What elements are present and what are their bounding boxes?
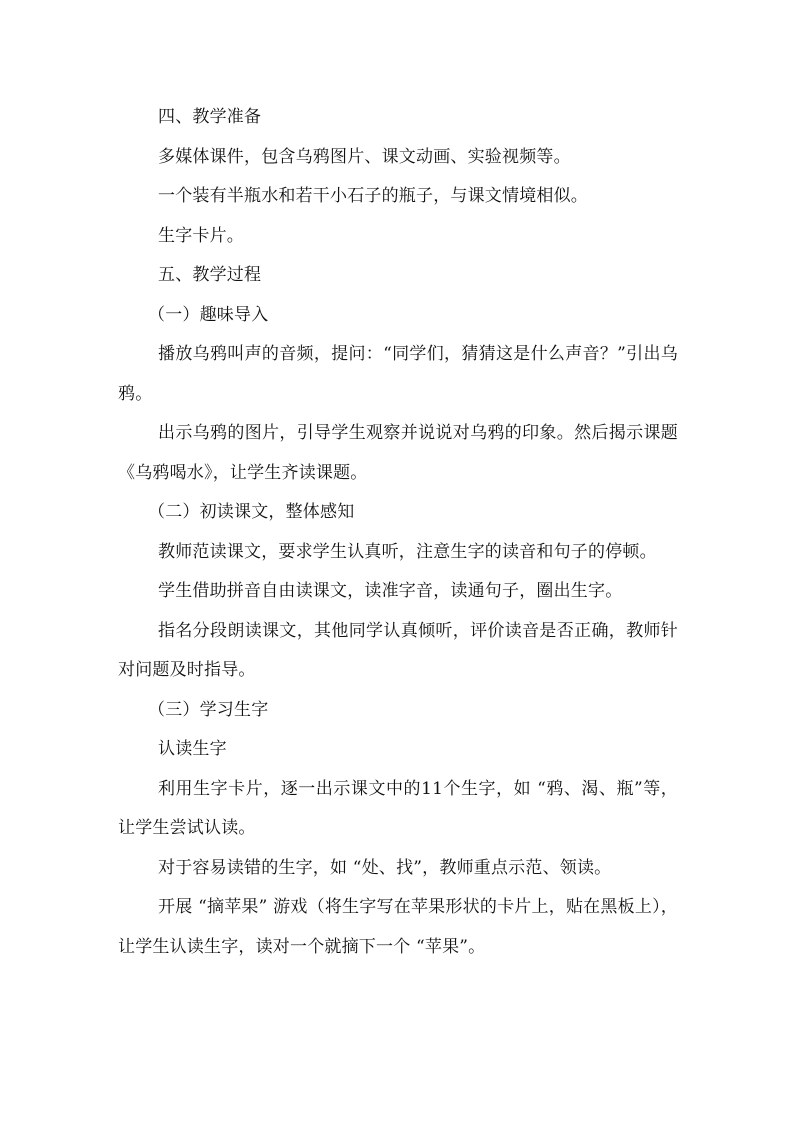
step-heading-intro: （一）趣味导入 (148, 304, 269, 325)
paragraph-model-reading: 教师范读课文，要求学生认真听，注意生字的读音和句子的停顿。 (158, 541, 657, 562)
document-body (118, 98, 678, 967)
section-heading-teaching-preparation: 四、教学准备 (158, 107, 262, 127)
paragraph-section-reading: 指名分段朗读课文，其他同学认真倾听，评价读音是否正确，教师针对问题及时指导。 (118, 620, 678, 680)
paragraph-character-cards: 利用生字卡片，逐一出示课文中的11个生字，如 “鸦、渴、瓶”等，让学生尝试认读。 (118, 778, 678, 838)
step-heading-new-characters: （三）学习生字 (148, 699, 269, 720)
paragraph-prep-bottle: 一个装有半瓶水和若干小石子的瓶子，与课文情境相似。 (158, 186, 588, 206)
subheading-recognize-characters: 认读生字 (158, 739, 227, 759)
paragraph-difficult-characters: 对于容易读错的生字，如 “处、找”，教师重点示范、领读。 (158, 857, 612, 878)
paragraph-prep-cards: 生字卡片。 (158, 225, 244, 246)
paragraph-apple-game: 开展 “摘苹果” 游戏（将生字写在苹果形状的卡片上，贴在黑板上），让学生认读生字，读对一个就摘下一个 “苹果”。 (118, 897, 678, 957)
paragraph-intro-picture: 出示乌鸦的图片，引导学生观察并说说对乌鸦的印象。然后揭示课题《乌鸦喝水》，让学生齐读课题。 (118, 423, 678, 483)
paragraph-free-reading: 学生借助拼音自由读课文，读准字音，读通句子，圈出生字。 (158, 581, 623, 601)
section-heading-teaching-process: 五、教学过程 (158, 265, 262, 285)
step-heading-first-reading: （二）初读课文，整体感知 (148, 502, 355, 522)
paragraph-intro-audio: 播放乌鸦叫声的音频，提问：“同学们，猜猜这是什么声音？”引出乌鸦。 (118, 344, 678, 404)
paragraph-prep-multimedia: 多媒体课件，包含乌鸦图片、课文动画、实验视频等。 (158, 146, 571, 167)
